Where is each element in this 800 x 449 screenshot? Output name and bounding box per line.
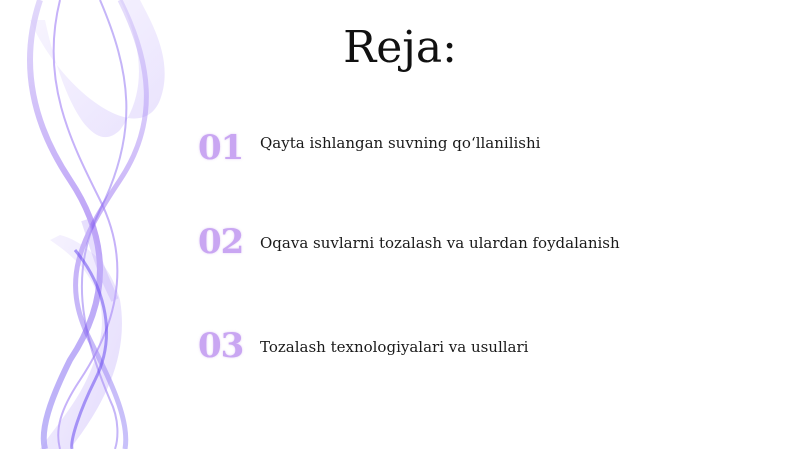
agenda-text: Tozalash texnologiyalari va usullari (260, 338, 529, 356)
agenda-item-1 (0, 128, 800, 188)
agenda-text: Qayta ishlangan suvning qo‘llanilishi (260, 134, 541, 152)
agenda-item-2 (0, 222, 800, 282)
slide-title: Reja: (343, 22, 457, 73)
agenda-item-3 (0, 326, 800, 386)
agenda-number: 02 (198, 222, 244, 262)
agenda-text: Oqava suvlarni tozalash va ulardan foydalanish (260, 234, 620, 252)
agenda-number: 01 (198, 128, 244, 168)
agenda-number: 03 (198, 326, 244, 366)
